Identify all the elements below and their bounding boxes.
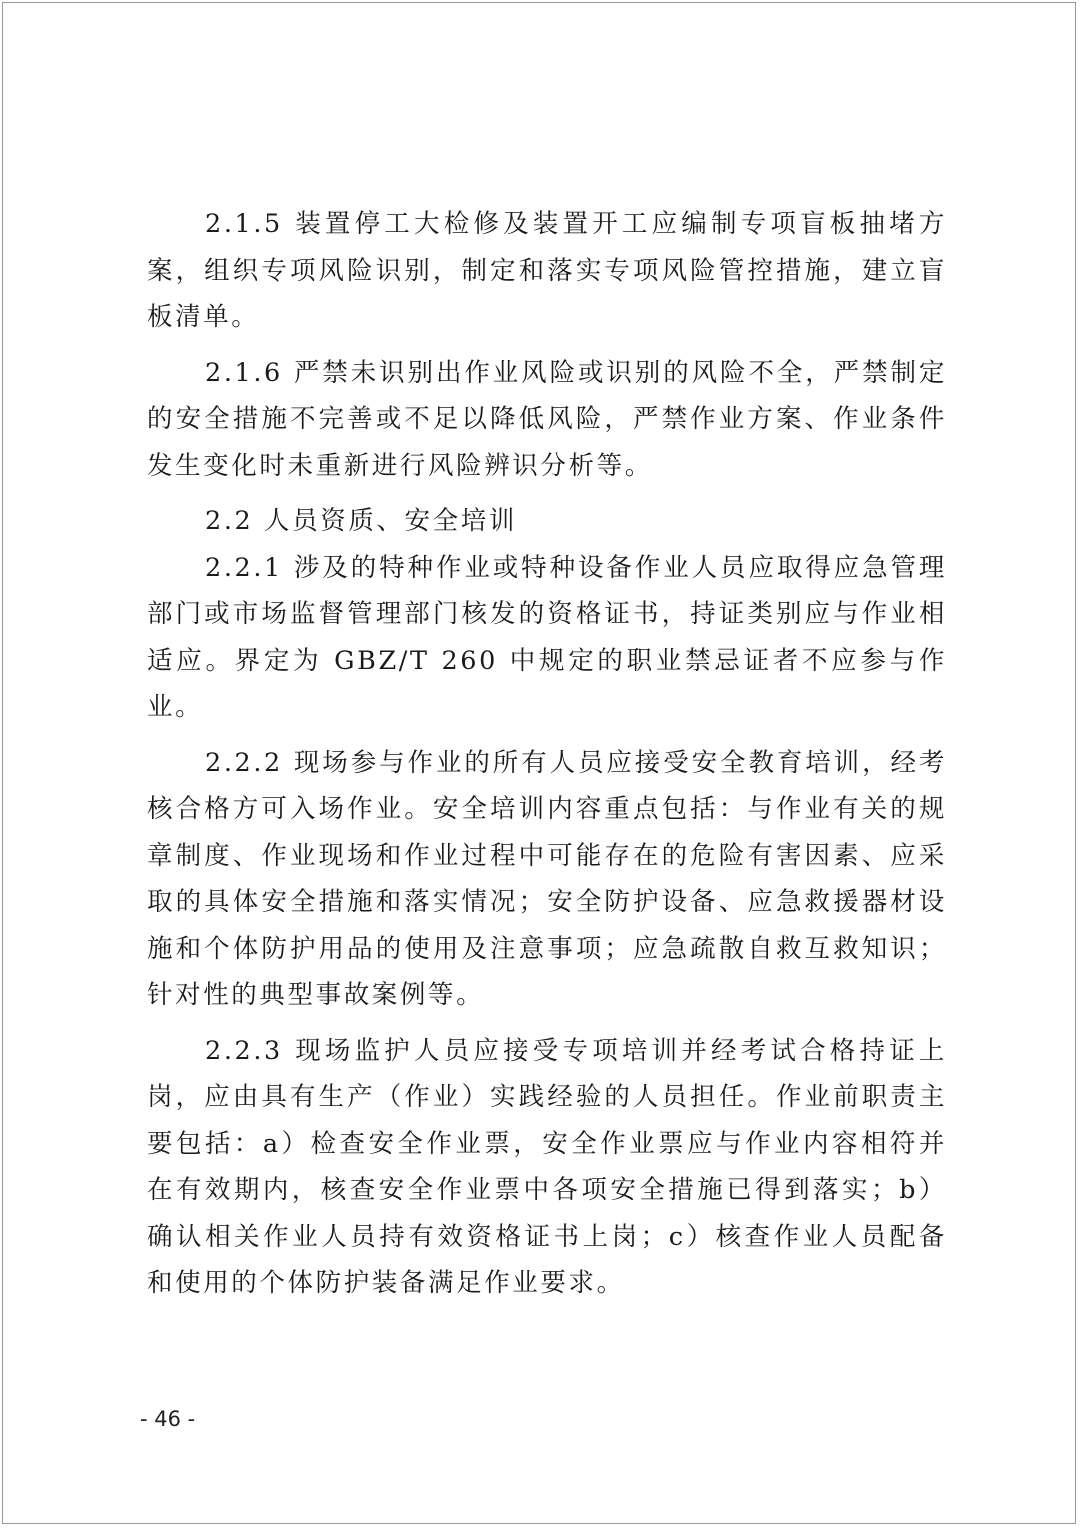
section-heading-2-2: 2.2 人员资质、安全培训 — [205, 506, 517, 536]
paragraph-2-2-1: 2.2.1 涉及的特种作业或特种设备作业人员应取得应急管理部门或市场监督管理部门核发的资格证书，持证类别应与作业相适应。界定为 GBZ/T 260 中规定的职业禁忌证者不应参与作业。 — [147, 552, 947, 722]
paragraph-2-2-2: 2.2.2 现场参与作业的所有人员应接受安全教育培训，经考核合格方可入场作业。安全培训内容重点包括：与作业有关的规章制度、作业现场和作业过程中可能存在的危险有害因素、应采取的具体安全措施和落实情况；安全防护设备、应急救援器材设施和个体防护用品的使用及注意事项；应急疏散自救互救知识；针对性的典型事故案例等。 — [147, 747, 947, 1010]
paragraph-2-1-6: 2.1.6 严禁未识别出作业风险或识别的风险不全，严禁制定的安全措施不完善或不足以降低风险，严禁作业方案、作业条件发生变化时未重新进行风险辨识分析等。 — [147, 357, 947, 481]
document-body — [147, 201, 947, 1316]
paragraph-2-1-5: 2.1.5 装置停工大检修及装置开工应编制专项盲板抽堵方案，组织专项风险识别，制定和落实专项风险管控措施，建立盲板清单。 — [147, 209, 947, 332]
paragraph-2-2-3: 2.2.3 现场监护人员应接受专项培训并经考试合格持证上岗，应由具有生产（作业）实践经验的人员担任。作业前职责主要包括：a）检查安全作业票，安全作业票应与作业内容相符并在有效期内，核查安全作业票中各项安全措施已得到落实；b）确认相关作业人员持有效资格证书上岗；c）核查作业人员配备和使用的个体防护装备满足作业要求。 — [147, 1035, 947, 1298]
page-number: - 46 - — [140, 1407, 196, 1431]
